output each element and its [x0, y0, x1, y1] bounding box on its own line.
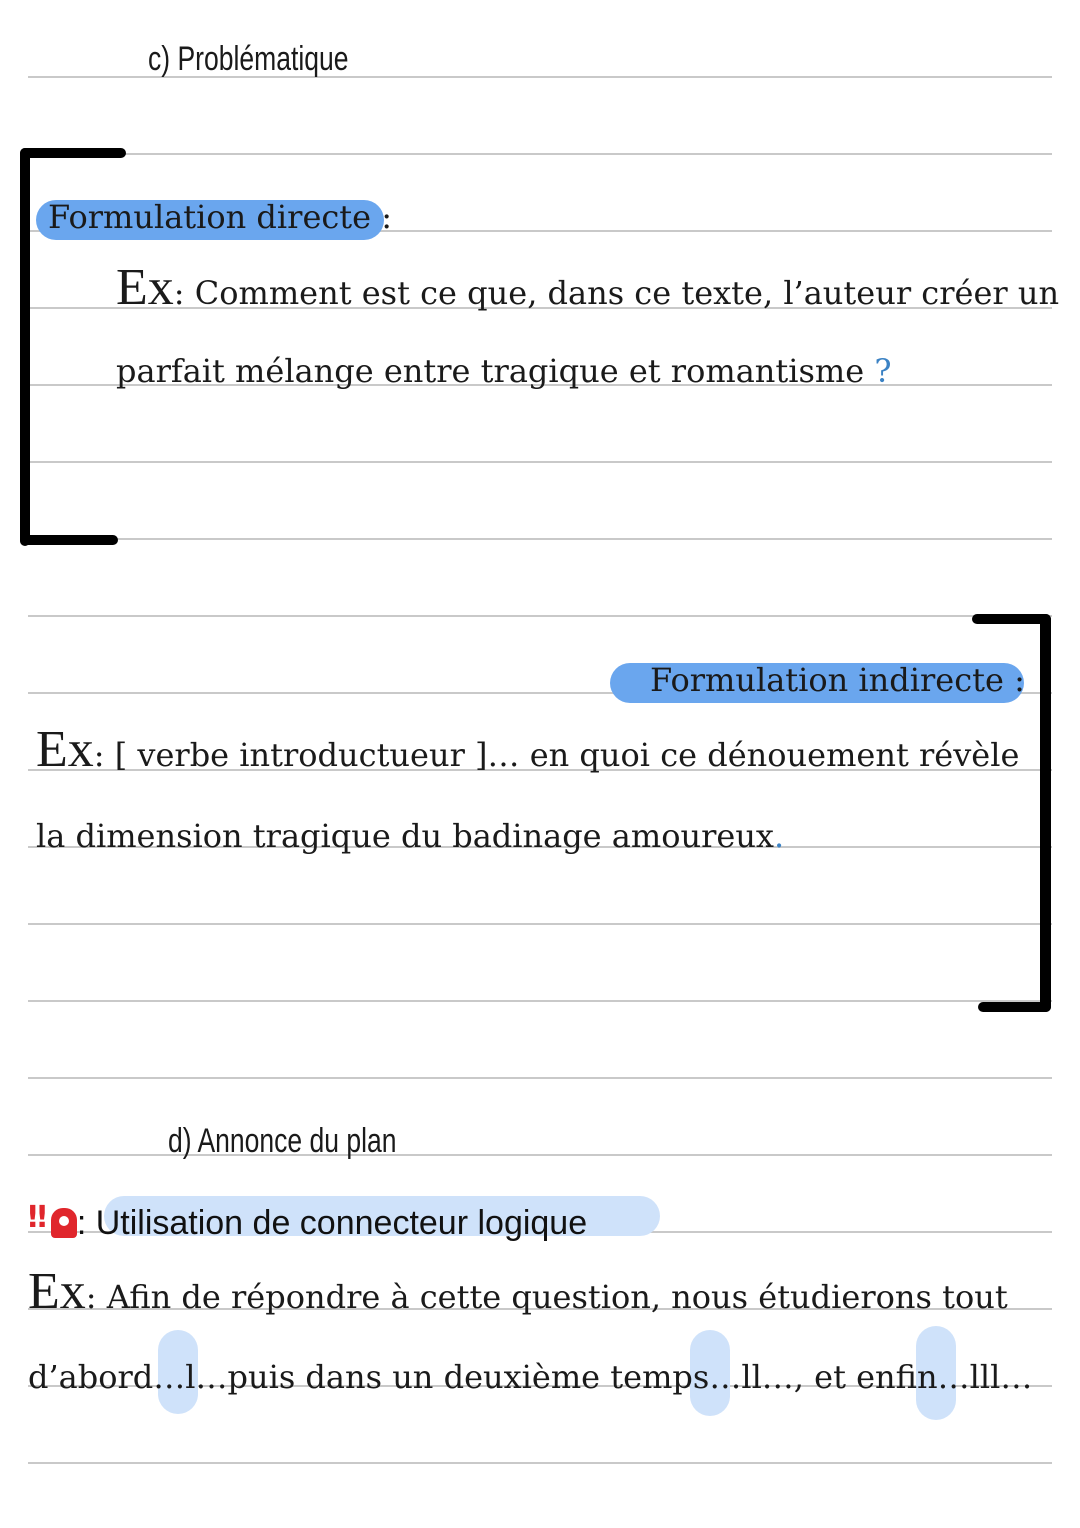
ex-label: Ex — [36, 721, 94, 778]
question-mark: ? — [874, 352, 892, 390]
right-bracket-vertical — [1040, 614, 1051, 1012]
ruled-line — [28, 153, 1052, 155]
siren-icon — [51, 1208, 77, 1238]
section-d-title: d) Annonce du plan — [168, 1122, 397, 1160]
ex-label: Ex — [28, 1263, 86, 1320]
direct-example-line1 — [116, 258, 1059, 317]
ruled-line — [28, 1077, 1052, 1079]
direct-label: Formulation directe : — [48, 198, 393, 236]
ruled-line — [28, 1462, 1052, 1464]
indirect-text-2: la dimension tragique du badinage amoureux — [36, 817, 774, 855]
indirect-label: Formulation indirecte : — [650, 661, 1025, 699]
indirect-example-line2 — [36, 817, 784, 855]
plan-example-line2: d’abord…l…puis dans un deuxième temps…ll…, et enfin…lll… — [28, 1358, 1033, 1396]
ruled-line — [28, 538, 1052, 540]
indirect-example-line1 — [36, 720, 1019, 779]
left-bracket-vertical — [20, 148, 30, 546]
direct-example-line2 — [116, 352, 892, 390]
ruled-line — [28, 615, 1052, 617]
right-bracket-bottom — [978, 1002, 1051, 1012]
indirect-text-1: : [ verbe introductueur ]… en quoi ce dénouement révèle — [93, 736, 1020, 774]
plan-text-1: : Afin de répondre à cette question, nous étudierons tout — [85, 1278, 1008, 1316]
ruled-line — [28, 923, 1052, 925]
left-bracket-top — [20, 148, 126, 158]
plan-example-line1 — [28, 1262, 1008, 1321]
end-dot: . — [773, 817, 785, 855]
ex-label: Ex — [116, 259, 174, 316]
warning-line — [28, 1200, 587, 1243]
ruled-line — [28, 1000, 1052, 1002]
direct-text-1: : Comment est ce que, dans ce texte, l’auteur créer un — [173, 274, 1060, 312]
warning-text: : Utilisation de connecteur logique — [76, 1203, 588, 1242]
section-c-title: c) Problématique — [148, 40, 349, 78]
left-bracket-bottom — [20, 535, 118, 545]
right-bracket-top — [972, 614, 1051, 624]
direct-text-2: parfait mélange entre tragique et romantisme — [116, 352, 875, 390]
ruled-line — [28, 461, 1052, 463]
double-exclamation-icon: ‼ — [28, 1200, 47, 1235]
